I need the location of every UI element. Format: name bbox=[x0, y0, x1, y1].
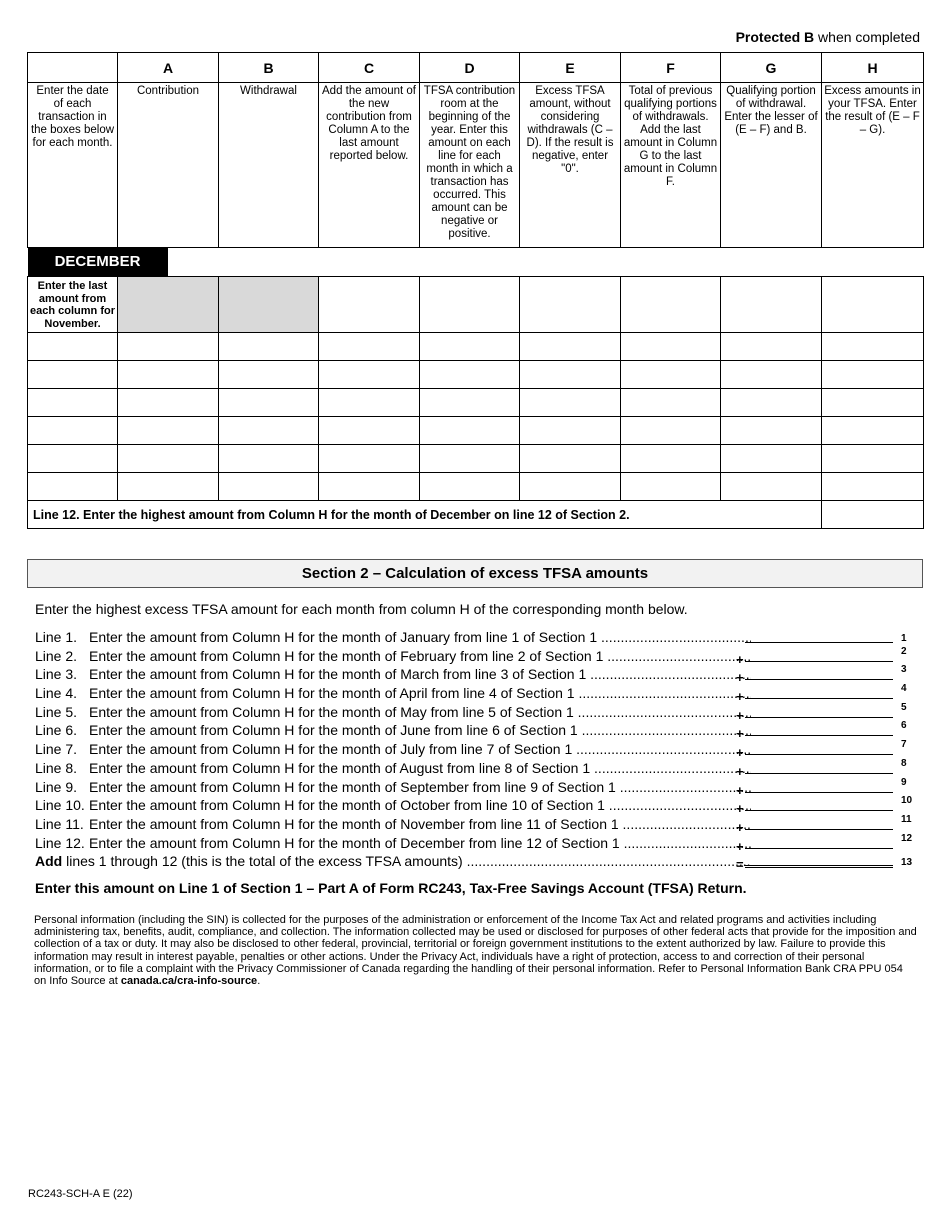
input-cell[interactable] bbox=[621, 417, 721, 445]
table-row bbox=[28, 277, 924, 333]
col-letter-g: G bbox=[721, 53, 822, 83]
input-cell[interactable] bbox=[520, 445, 621, 473]
line-text: Enter the amount from Column H for the month of July from line 7 of Section 1 ..... bbox=[89, 740, 751, 758]
section2-title: Section 2 – Calculation of excess TFSA amounts bbox=[27, 559, 923, 588]
calc-line bbox=[35, 647, 915, 666]
amount-field[interactable] bbox=[745, 703, 893, 718]
total-description: lines 1 through 12 (this is the total of the excess TFSA amounts) bbox=[62, 853, 463, 870]
amount-field[interactable] bbox=[745, 647, 893, 662]
line-text: Enter the amount from Column H for the month of October from line 10 of Section 1 ..... bbox=[89, 796, 751, 814]
column-descriptions-row bbox=[28, 83, 924, 248]
input-cell[interactable] bbox=[28, 473, 118, 501]
input-cell[interactable] bbox=[28, 417, 118, 445]
input-cell[interactable] bbox=[219, 445, 319, 473]
section2-lines bbox=[35, 628, 915, 871]
line-number: Line 10. bbox=[35, 797, 85, 814]
line-number: Line 8. bbox=[35, 759, 78, 776]
protected-b-suffix: when completed bbox=[814, 29, 920, 45]
enter-amount-instruction: Enter this amount on Line 1 of Section 1 – Part A of Form RC243, Tax-Free Savings Account (TFSA) Return. bbox=[35, 880, 747, 896]
column-letters-row bbox=[28, 53, 924, 83]
total-amount-field[interactable] bbox=[745, 852, 893, 868]
line-text: Enter the amount from Column H for the month of February from line 2 of Section 1 ..... bbox=[89, 647, 751, 665]
input-cell[interactable] bbox=[721, 333, 822, 361]
line-text: Enter the amount from Column H for the month of November from line 11 of Section 1 ..... bbox=[89, 815, 751, 833]
amount-field[interactable] bbox=[745, 778, 893, 793]
line-code: 11 bbox=[901, 813, 912, 825]
month-header-row bbox=[28, 248, 924, 277]
amount-field[interactable] bbox=[745, 740, 893, 755]
line-operator: + bbox=[736, 707, 744, 723]
line-code: 1 bbox=[901, 633, 907, 644]
col-desc-date: Enter the date of each transaction in the boxes below for each month. bbox=[28, 83, 118, 248]
calc-line bbox=[35, 703, 915, 722]
input-cell[interactable] bbox=[219, 389, 319, 417]
input-cell[interactable] bbox=[420, 277, 520, 333]
amount-field[interactable] bbox=[745, 665, 893, 680]
line-operator: + bbox=[736, 726, 744, 742]
line-operator: + bbox=[736, 689, 744, 705]
input-cell[interactable] bbox=[520, 333, 621, 361]
input-cell[interactable] bbox=[420, 445, 520, 473]
table-row bbox=[28, 417, 924, 445]
input-cell[interactable] bbox=[319, 445, 420, 473]
input-cell[interactable] bbox=[319, 417, 420, 445]
line-code: 12 bbox=[901, 832, 913, 844]
line-number: Line 1. bbox=[35, 629, 78, 645]
line-code: 7 bbox=[901, 739, 907, 751]
line-text: Enter the amount from Column H for the month of April from line 4 of Section 1 ..... bbox=[89, 684, 751, 702]
input-cell[interactable] bbox=[621, 445, 721, 473]
table-row bbox=[28, 333, 924, 361]
input-cell[interactable] bbox=[822, 389, 924, 417]
input-cell[interactable] bbox=[822, 277, 924, 333]
line-operator: + bbox=[736, 670, 744, 686]
input-cell[interactable] bbox=[520, 277, 621, 333]
december-table bbox=[27, 52, 924, 529]
section2-intro: Enter the highest excess TFSA amount for each month from column H of the corresponding month below. bbox=[35, 601, 688, 617]
calc-line bbox=[35, 665, 915, 684]
line-code: 5 bbox=[901, 701, 907, 713]
input-cell[interactable] bbox=[721, 361, 822, 389]
input-cell[interactable] bbox=[219, 333, 319, 361]
line-code: 4 bbox=[901, 683, 907, 695]
protected-b-notice bbox=[736, 29, 920, 45]
line-number: Line 6. bbox=[35, 722, 78, 739]
col-letter-d: D bbox=[420, 53, 520, 83]
line-code: 8 bbox=[901, 757, 907, 769]
input-cell[interactable] bbox=[118, 473, 219, 501]
input-cell[interactable] bbox=[721, 389, 822, 417]
table-row bbox=[28, 445, 924, 473]
col-letter bbox=[28, 53, 118, 83]
input-cell[interactable] bbox=[621, 361, 721, 389]
amount-field[interactable] bbox=[745, 721, 893, 736]
col-letter-b: B bbox=[219, 53, 319, 83]
col-desc-f: Total of previous qualifying portions of withdrawals. Add the last amount in Column G to the last amount in Column F. bbox=[621, 83, 721, 248]
input-cell[interactable] bbox=[420, 473, 520, 501]
total-add-label: Add bbox=[35, 853, 63, 870]
col-letter-c: C bbox=[319, 53, 420, 83]
input-cell[interactable] bbox=[118, 333, 219, 361]
line-number: Line 11. bbox=[35, 815, 84, 832]
line-text: Enter the amount from Column H for the month of March from line 3 of Section 1 ..... bbox=[89, 665, 751, 683]
amount-field[interactable] bbox=[745, 834, 893, 849]
input-cell[interactable] bbox=[28, 389, 118, 417]
total-text bbox=[35, 852, 751, 870]
month-header-cell bbox=[28, 248, 924, 277]
calc-line bbox=[35, 684, 915, 703]
col-desc-h: Excess amounts in your TFSA. Enter the result of (E – F – G). bbox=[822, 83, 924, 248]
shaded-cell bbox=[118, 277, 219, 333]
calc-line bbox=[35, 778, 915, 797]
col-desc-e: Excess TFSA amount, without considering withdrawals (C – D). If the result is negative, enter "0". bbox=[520, 83, 621, 248]
input-cell[interactable] bbox=[822, 333, 924, 361]
input-cell[interactable] bbox=[319, 277, 420, 333]
protected-b-label: Protected B bbox=[735, 29, 815, 45]
input-cell[interactable] bbox=[822, 445, 924, 473]
line-operator: + bbox=[736, 782, 744, 798]
input-cell[interactable] bbox=[319, 389, 420, 417]
input-cell[interactable] bbox=[319, 473, 420, 501]
calc-line bbox=[35, 740, 915, 759]
line-text: Enter the amount from Column H for the month of January from line 1 of Section 1 ..... bbox=[89, 628, 751, 646]
line-number: Line 2. bbox=[35, 647, 78, 664]
line-number: Line 3. bbox=[35, 666, 78, 683]
amount-field[interactable] bbox=[745, 628, 893, 643]
line-operator: + bbox=[736, 763, 744, 779]
line-text: Enter the amount from Column H for the month of August from line 8 of Section 1 ..... bbox=[89, 759, 751, 777]
calc-line bbox=[35, 796, 915, 815]
line-code: 6 bbox=[901, 720, 907, 732]
total-line bbox=[35, 852, 915, 871]
col-desc-a: Contribution bbox=[118, 83, 219, 248]
line-text: Enter the amount from Column H for the month of May from line 5 of Section 1 ..... bbox=[89, 703, 751, 721]
line-number: Line 4. bbox=[35, 685, 78, 702]
input-cell[interactable] bbox=[420, 361, 520, 389]
input-cell[interactable] bbox=[621, 389, 721, 417]
input-cell[interactable] bbox=[118, 389, 219, 417]
line-text: Enter the amount from Column H for the month of September from line 9 of Section 1 ..... bbox=[89, 778, 751, 796]
col-desc-g: Qualifying portion of withdrawal. Enter the lesser of (E – F) and B. bbox=[721, 83, 822, 248]
line-code: 13 bbox=[901, 857, 913, 869]
info-source-link[interactable]: canada.ca/cra-info-source bbox=[120, 975, 258, 988]
input-cell[interactable] bbox=[118, 445, 219, 473]
privacy-end: . bbox=[257, 975, 261, 988]
line12-instruction: Line 12. Enter the highest amount from Column H for the month of December on line 12 of Section 2. bbox=[28, 501, 822, 529]
calc-line bbox=[35, 721, 915, 740]
input-cell[interactable] bbox=[721, 473, 822, 501]
input-cell[interactable] bbox=[219, 473, 319, 501]
line-operator: + bbox=[736, 819, 744, 835]
shaded-cell bbox=[219, 277, 319, 333]
calc-line bbox=[35, 815, 915, 834]
line-number: Line 5. bbox=[35, 703, 78, 720]
total-operator: = bbox=[736, 857, 744, 873]
line-text: Enter the amount from Column H for the month of June from line 6 of Section 1 ..... bbox=[89, 721, 751, 739]
input-cell[interactable] bbox=[219, 361, 319, 389]
input-cell[interactable] bbox=[219, 417, 319, 445]
input-cell[interactable] bbox=[319, 361, 420, 389]
line12-row bbox=[28, 501, 924, 529]
calc-line bbox=[35, 759, 915, 778]
table-row bbox=[28, 361, 924, 389]
col-letter-a: A bbox=[118, 53, 219, 83]
input-cell[interactable] bbox=[721, 417, 822, 445]
line-operator: + bbox=[736, 838, 744, 854]
input-cell[interactable] bbox=[822, 361, 924, 389]
line-operator: + bbox=[736, 745, 744, 761]
privacy-statement bbox=[34, 914, 918, 987]
input-cell[interactable] bbox=[721, 277, 822, 333]
input-cell[interactable] bbox=[621, 333, 721, 361]
line-code: 9 bbox=[901, 776, 907, 788]
input-cell[interactable] bbox=[822, 473, 924, 501]
line-number: Line 7. bbox=[35, 741, 78, 758]
col-letter-f: F bbox=[621, 53, 721, 83]
input-cell[interactable] bbox=[420, 333, 520, 361]
calc-line bbox=[35, 834, 915, 853]
privacy-text: Personal information (including the SIN) is collected for the purposes of the administration or enforcement of the Income Tax Act and related programs and activities including administering tax, benefits, audit, compliance, and collection. The information collected may be used or disclosed for purposes of other federal acts that provide for the imposition and collection of a tax or duty. It may also be disclosed to other federal, provincial, territorial or foreign government institutions to the extent authorized by law. Failure to provide this information may result in interest payable, penalties or other actions. Under the Privacy Act, individuals have a right of protection, access to and correction of their personal information, or to file a complaint with the Privacy Commissioner of Canada regarding the handling of their personal information. Refer to Personal Information Bank CRA PPU 054 on Info Source at bbox=[34, 914, 917, 988]
input-cell[interactable] bbox=[621, 473, 721, 501]
input-cell[interactable] bbox=[28, 333, 118, 361]
input-cell[interactable] bbox=[520, 361, 621, 389]
input-cell[interactable] bbox=[520, 389, 621, 417]
input-cell[interactable] bbox=[118, 417, 219, 445]
month-label: DECEMBER bbox=[28, 248, 168, 276]
form-identifier: RC243-SCH-A E (22) bbox=[28, 1188, 133, 1200]
table-row bbox=[28, 473, 924, 501]
input-cell[interactable] bbox=[420, 389, 520, 417]
col-desc-c: Add the amount of the new contribution from Column A to the last amount reported below. bbox=[319, 83, 420, 248]
amount-field[interactable] bbox=[745, 684, 893, 699]
line-text: Enter the amount from Column H for the month of December from line 12 of Section 1 ..... bbox=[89, 834, 751, 852]
line-code: 2 bbox=[901, 645, 907, 657]
amount-field[interactable] bbox=[745, 796, 893, 811]
input-cell[interactable] bbox=[319, 333, 420, 361]
col-letter-h: H bbox=[822, 53, 924, 83]
line12-input[interactable] bbox=[822, 501, 924, 529]
line-code: 3 bbox=[901, 664, 907, 676]
november-carryover-label: Enter the last amount from each column for November. bbox=[28, 277, 118, 333]
input-cell[interactable] bbox=[520, 473, 621, 501]
input-cell[interactable] bbox=[721, 445, 822, 473]
col-desc-b: Withdrawal bbox=[219, 83, 319, 248]
col-desc-d: TFSA contribution room at the beginning of the year. Enter this amount on each line for each month in which a transaction has occurred. This amount can be negative or positive. bbox=[420, 83, 520, 248]
input-cell[interactable] bbox=[118, 361, 219, 389]
input-cell[interactable] bbox=[28, 361, 118, 389]
col-letter-e: E bbox=[520, 53, 621, 83]
calc-line bbox=[35, 628, 915, 647]
input-cell[interactable] bbox=[28, 445, 118, 473]
table-row bbox=[28, 389, 924, 417]
input-cell[interactable] bbox=[520, 417, 621, 445]
input-cell[interactable] bbox=[420, 417, 520, 445]
amount-field[interactable] bbox=[745, 815, 893, 830]
line-number: Line 12. bbox=[35, 834, 85, 851]
line-number: Line 9. bbox=[35, 778, 78, 795]
input-cell[interactable] bbox=[822, 417, 924, 445]
amount-field[interactable] bbox=[745, 759, 893, 774]
line-operator: + bbox=[736, 651, 744, 667]
line-code: 10 bbox=[901, 795, 913, 807]
line-operator: + bbox=[736, 801, 744, 817]
input-cell[interactable] bbox=[621, 277, 721, 333]
